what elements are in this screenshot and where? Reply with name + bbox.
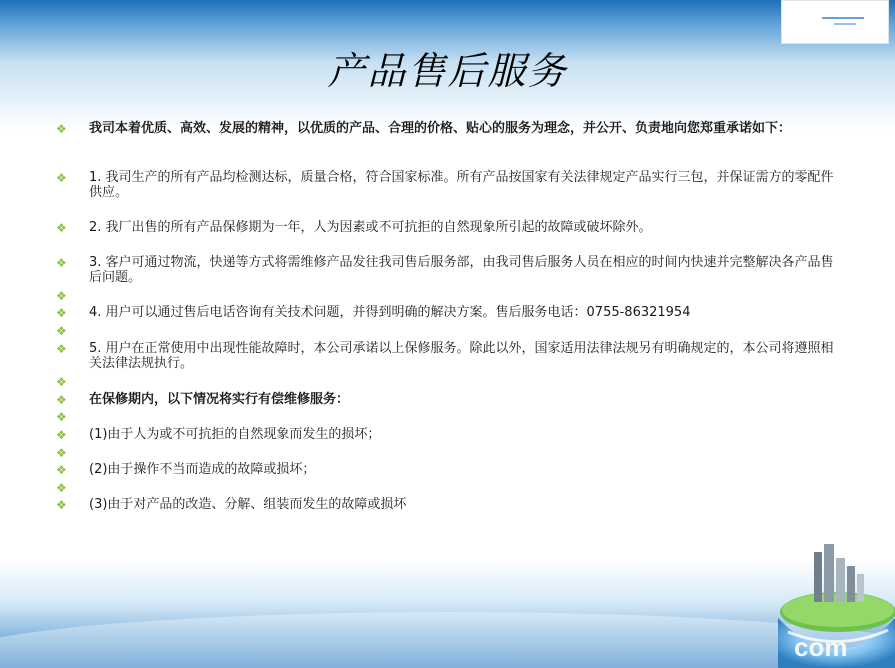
globe-city-illustration <box>768 540 895 668</box>
diamond-bullet-icon: ❖ <box>56 428 67 442</box>
diamond-bullet-icon: ❖ <box>56 324 67 338</box>
list-item-text: 在保修期内，以下情况将实行有偿维修服务： <box>89 392 350 407</box>
diamond-bullet-icon: ❖ <box>56 375 67 389</box>
diamond-bullet-icon: ❖ <box>56 481 67 495</box>
diamond-bullet-icon: ❖ <box>56 410 67 424</box>
diamond-bullet-icon: ❖ <box>56 289 67 303</box>
list-item-text: (1)由于人为或不可抗拒的自然现象而发生的损坏； <box>89 427 381 442</box>
diamond-bullet-icon: ❖ <box>56 171 67 185</box>
list-item-text: 2. 我厂出售的所有产品保修期为一年，人为因素或不可抗拒的自然现象所引起的故障或破坏除外。 <box>89 220 652 235</box>
diamond-bullet-icon: ❖ <box>56 256 67 270</box>
diamond-bullet-icon: ❖ <box>56 446 67 460</box>
page-title: 产品售后服务 <box>327 49 568 93</box>
list-item-text: 我司本着优质、高效、发展的精神，以优质的产品、合理的价格、贴心的服务为理念，并公开、负责地向您郑重承诺如下： <box>89 121 792 136</box>
list-item-text: 4. 用户可以通过售后电话咨询有关技术问题，并得到明确的解决方案。售后服务电话：0755-86321954 <box>89 305 691 320</box>
diamond-bullet-icon: ❖ <box>56 393 67 407</box>
diamond-bullet-icon: ❖ <box>56 221 67 235</box>
list-item-text: 5. 用户在正常使用中出现性能故障时，本公司承诺以上保修服务。除此以外，国家适用法律法规另有明确规定的，本公司将遵照相关法律法规执行。 <box>89 341 834 371</box>
list-item-text: 1. 我司生产的所有产品均检测达标，质量合格，符合国家标准。所有产品按国家有关法律规定产品实行三包，并保证需方的零配件供应。 <box>89 170 834 200</box>
diamond-bullet-icon: ❖ <box>56 122 67 136</box>
list-item-text: 3. 客户可通过物流，快递等方式将需维修产品发往我司售后服务部，由我司售后服务人员在相应的时间内快速并完整解决各产品售后问题。 <box>89 255 834 285</box>
list-item-text: (2)由于操作不当而造成的故障或损坏； <box>89 462 316 477</box>
diamond-bullet-icon: ❖ <box>56 498 67 512</box>
list-item-text: (3)由于对产品的改造、分解、组装而发生的故障或损坏 <box>89 497 407 512</box>
globe-com-text: com <box>794 632 848 662</box>
diamond-bullet-icon: ❖ <box>56 463 67 477</box>
diamond-bullet-icon: ❖ <box>56 342 67 356</box>
diamond-bullet-icon: ❖ <box>56 306 67 320</box>
